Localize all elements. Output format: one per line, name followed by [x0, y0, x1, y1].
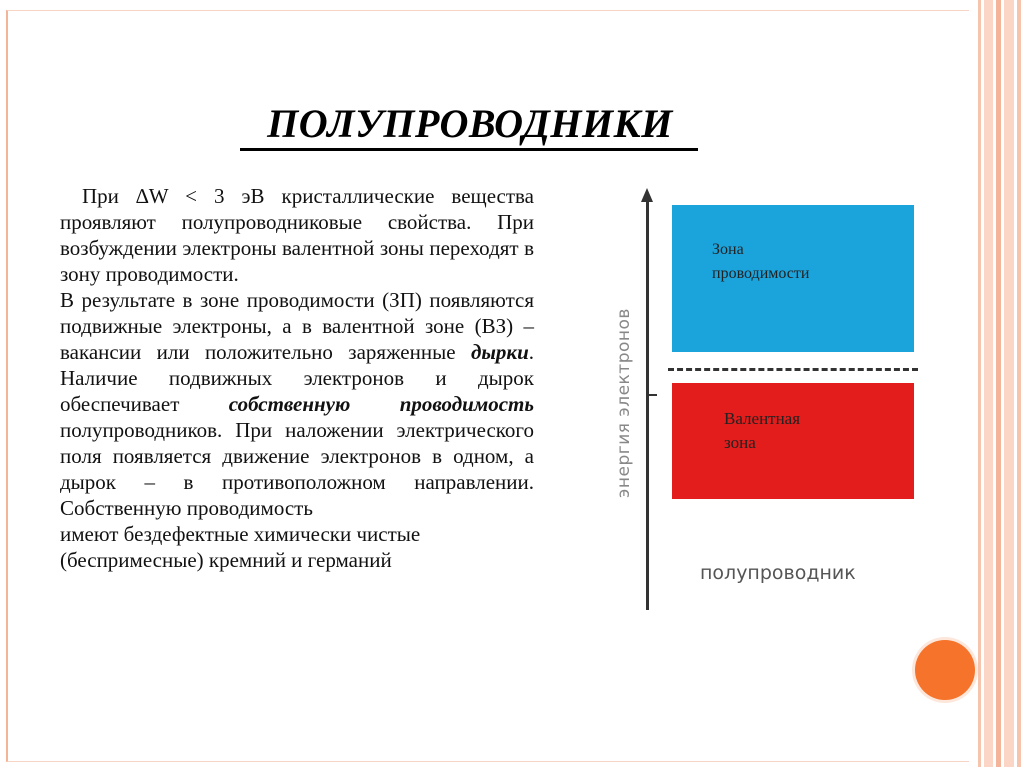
paragraph-1: При ∆W < 3 эВ кристаллические вещества проявляют полупроводниковые свойства. При возбуждении электроны валентной зоны переходят в зону проводимости.	[60, 184, 534, 286]
material-label: полупроводник	[700, 562, 856, 584]
para2-text-e: полупроводников. При наложении электрического поля появляется движение электронов в одном, а дырок – в противоположном направлении. Собственную проводимость	[60, 418, 534, 520]
energy-axis	[646, 196, 649, 610]
term-intrinsic-conductivity: собственную проводимость	[228, 392, 534, 416]
conduction-label-line2: проводимости	[712, 265, 810, 282]
decor-stripe	[984, 0, 993, 767]
term-holes: дырки	[470, 340, 529, 364]
decor-stripe	[978, 0, 981, 767]
decor-stripe	[1004, 0, 1014, 767]
decor-stripe	[996, 0, 1001, 767]
decor-circle	[915, 640, 975, 700]
axis-tick	[649, 394, 657, 396]
slide-title: ПОЛУПРОВОДНИКИ	[267, 101, 673, 146]
para2-text-c: . Наличие подвижных электронов и дырок обеспечивает	[60, 340, 534, 416]
body-text	[60, 183, 534, 573]
valence-label-line2: зона	[724, 433, 756, 452]
para2-text-a: В результате в зоне проводимости (ЗП) появляются подвижные электроны, а в валентной зоне (ВЗ) – вакансии или положительно заряженные	[60, 288, 534, 364]
axis-arrow-icon	[641, 188, 653, 202]
decor-stripe	[1017, 0, 1021, 767]
paragraph-3: имеют бездефектные химически чистые (беспримесные) кремний и германий	[60, 522, 421, 572]
band-gap-dashed-line	[668, 368, 918, 371]
valence-band-label	[724, 407, 800, 455]
paragraph-2	[60, 287, 534, 521]
conduction-band-label	[712, 238, 809, 286]
conduction-label-line1: Зона	[712, 241, 744, 258]
valence-label-line1: Валентная	[724, 409, 801, 428]
axis-label: энергия электронов	[614, 308, 634, 498]
title-underline	[240, 148, 698, 151]
